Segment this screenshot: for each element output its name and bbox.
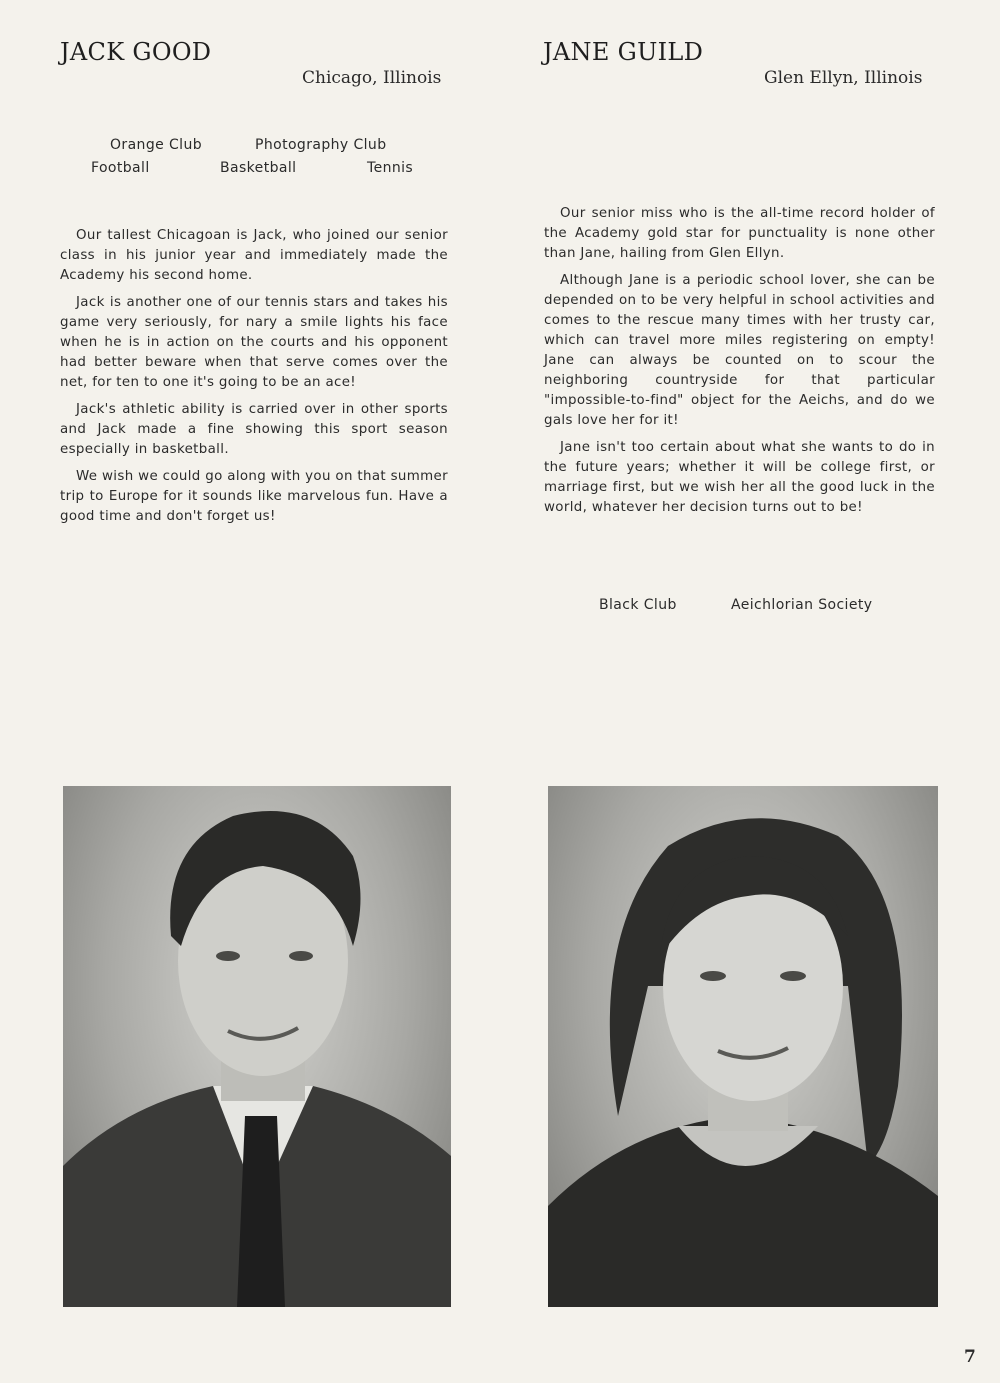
male-portrait-silhouette	[63, 786, 451, 1307]
left-activity-orange-club: Orange Club	[110, 137, 203, 153]
left-activity-football: Football	[91, 160, 150, 176]
left-student-name: JACK GOOD	[60, 38, 212, 66]
left-activity-basketball: Basketball	[220, 160, 297, 176]
left-bio-paragraph: Jack is another one of our tennis stars and takes his game very seriously, for nary a smile lights his face when he is in action on the courts and his opponent had better beware when that serve comes over the net, for ten to one it's going to be an ace!	[60, 295, 448, 390]
left-activity-photography-club: Photography Club	[255, 137, 387, 153]
left-hometown: Chicago, Illinois	[302, 68, 442, 88]
right-bio-paragraph: Although Jane is a periodic school lover, she can be depended on to be very helpful in school activities and comes to the rescue many times with her trusty car, which can travel more miles registering on empty! Jane can always be counted on to scour the neighboring countryside for that particular "impossible-to-find" object for the Aeichs, and do we gals love her for it!	[544, 273, 935, 428]
right-bio-paragraph: Our senior miss who is the all-time record holder of the Academy gold star for punctuality is none other than Jane, hailing from Glen Ellyn.	[544, 206, 935, 261]
left-bio-paragraph: Jack's athletic ability is carried over in other sports and Jack made a fine showing this sport season especially in basketball.	[60, 402, 448, 457]
female-portrait-silhouette	[548, 786, 938, 1307]
right-student-name: JANE GUILD	[543, 38, 704, 66]
left-bio-paragraph: Our tallest Chicagoan is Jack, who joined our senior class in his junior year and immediately made the Academy his second home.	[60, 228, 448, 283]
left-activity-tennis: Tennis	[367, 160, 414, 176]
right-bio-paragraph: Jane isn't too certain about what she wants to do in the future years; whether it will be college first, or marriage first, but we wish her all the good luck in the world, whatever her decision turns out to be!	[544, 440, 935, 515]
left-bio-paragraph: We wish we could go along with you on that summer trip to Europe for it sounds like marvelous fun. Have a good time and don't forget us!	[60, 469, 448, 524]
left-biography	[60, 226, 448, 534]
right-activity-aeichlorian-society: Aeichlorian Society	[731, 597, 873, 613]
page-number: 7	[964, 1347, 976, 1367]
left-student-portrait	[63, 786, 451, 1307]
right-hometown: Glen Ellyn, Illinois	[764, 68, 923, 88]
right-student-portrait	[548, 786, 938, 1307]
right-activity-black-club: Black Club	[599, 597, 677, 613]
right-biography	[544, 204, 935, 525]
